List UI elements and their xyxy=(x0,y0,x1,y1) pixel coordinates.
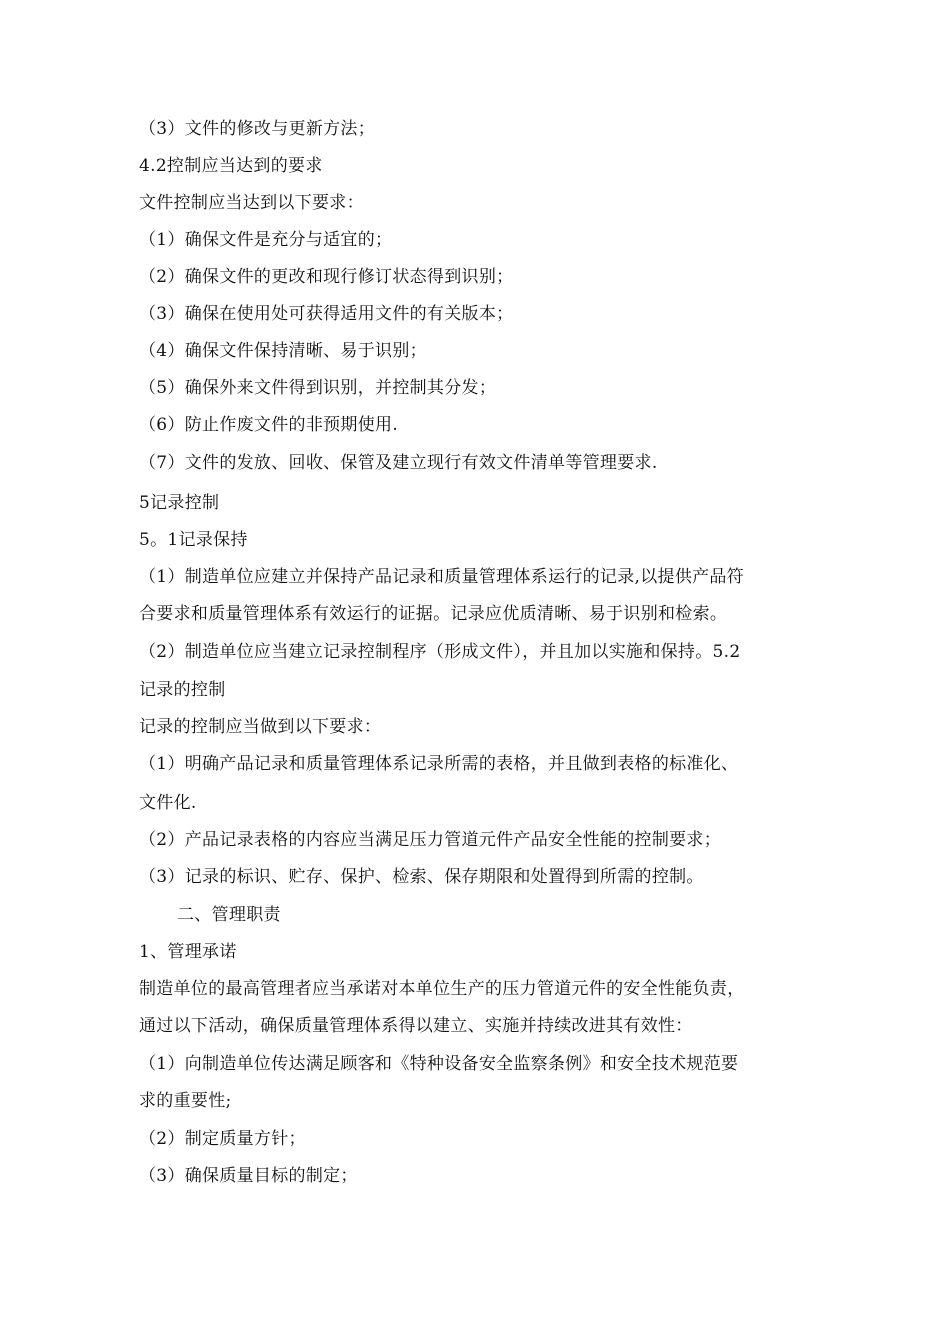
doc-line: 求的重要性; xyxy=(139,1091,232,1111)
chapter-heading: 二、管理职责 xyxy=(177,905,281,925)
list-item: （2）确保文件的更改和现行修订状态得到识别； xyxy=(139,267,514,287)
list-item: （3）确保在使用处可获得适用文件的有关版本； xyxy=(139,304,514,324)
doc-line: 通过以下活动，确保质量管理体系得以建立、实施并持续改进其有效性： xyxy=(139,1016,693,1036)
section-heading: 4.2控制应当达到的要求 xyxy=(139,156,323,176)
doc-line: 制造单位的最高管理者应当承诺对本单位生产的压力管道元件的安全性能负责， xyxy=(139,979,745,999)
list-item: （1）明确产品记录和质量管理体系记录所需的表格，并且做到表格的标准化、 xyxy=(139,754,739,774)
list-item: （6）防止作废文件的非预期使用. xyxy=(139,415,399,435)
section-heading: 记录的控制 xyxy=(139,680,226,700)
list-item: （1）制造单位应建立并保持产品记录和质量管理体系运行的记录,以提供产品符 xyxy=(139,567,745,587)
section-heading: 5记录控制 xyxy=(139,493,220,513)
list-item: （1）确保文件是充分与适宜的； xyxy=(139,230,393,250)
list-item: （3）记录的标识、贮存、保护、检索、保存期限和处置得到所需的控制。 xyxy=(139,867,704,887)
list-item: （4）确保文件保持清晰、易于识别； xyxy=(139,341,427,361)
list-item: （2）制定质量方针； xyxy=(139,1129,306,1149)
doc-line: 记录的控制应当做到以下要求： xyxy=(139,717,382,737)
list-item: （1）向制造单位传达满足顾客和《特种设备安全监察条例》和安全技术规范要 xyxy=(139,1054,739,1074)
doc-line: 合要求和质量管理体系有效运行的证据。记录应优质清晰、易于识别和检索。 xyxy=(139,604,728,624)
doc-line: （3）文件的修改与更新方法； xyxy=(139,119,376,139)
list-item: （2）制造单位应当建立记录控制程序（形成文件），并且加以实施和保持。5.2 xyxy=(139,642,741,662)
list-item: （2）产品记录表格的内容应当满足压力管道元件产品安全性能的控制要求； xyxy=(139,830,722,850)
section-heading: 1、管理承诺 xyxy=(139,942,237,962)
list-item: （7）文件的发放、回收、保管及建立现行有效文件清单等管理要求. xyxy=(139,453,658,473)
list-item: （5）确保外来文件得到识别，并控制其分发； xyxy=(139,378,497,398)
doc-line: 文件控制应当达到以下要求： xyxy=(139,193,364,213)
section-heading: 5。1记录保持 xyxy=(139,530,248,550)
doc-line: 文件化. xyxy=(139,793,197,813)
list-item: （3）确保质量目标的制定； xyxy=(139,1166,358,1186)
